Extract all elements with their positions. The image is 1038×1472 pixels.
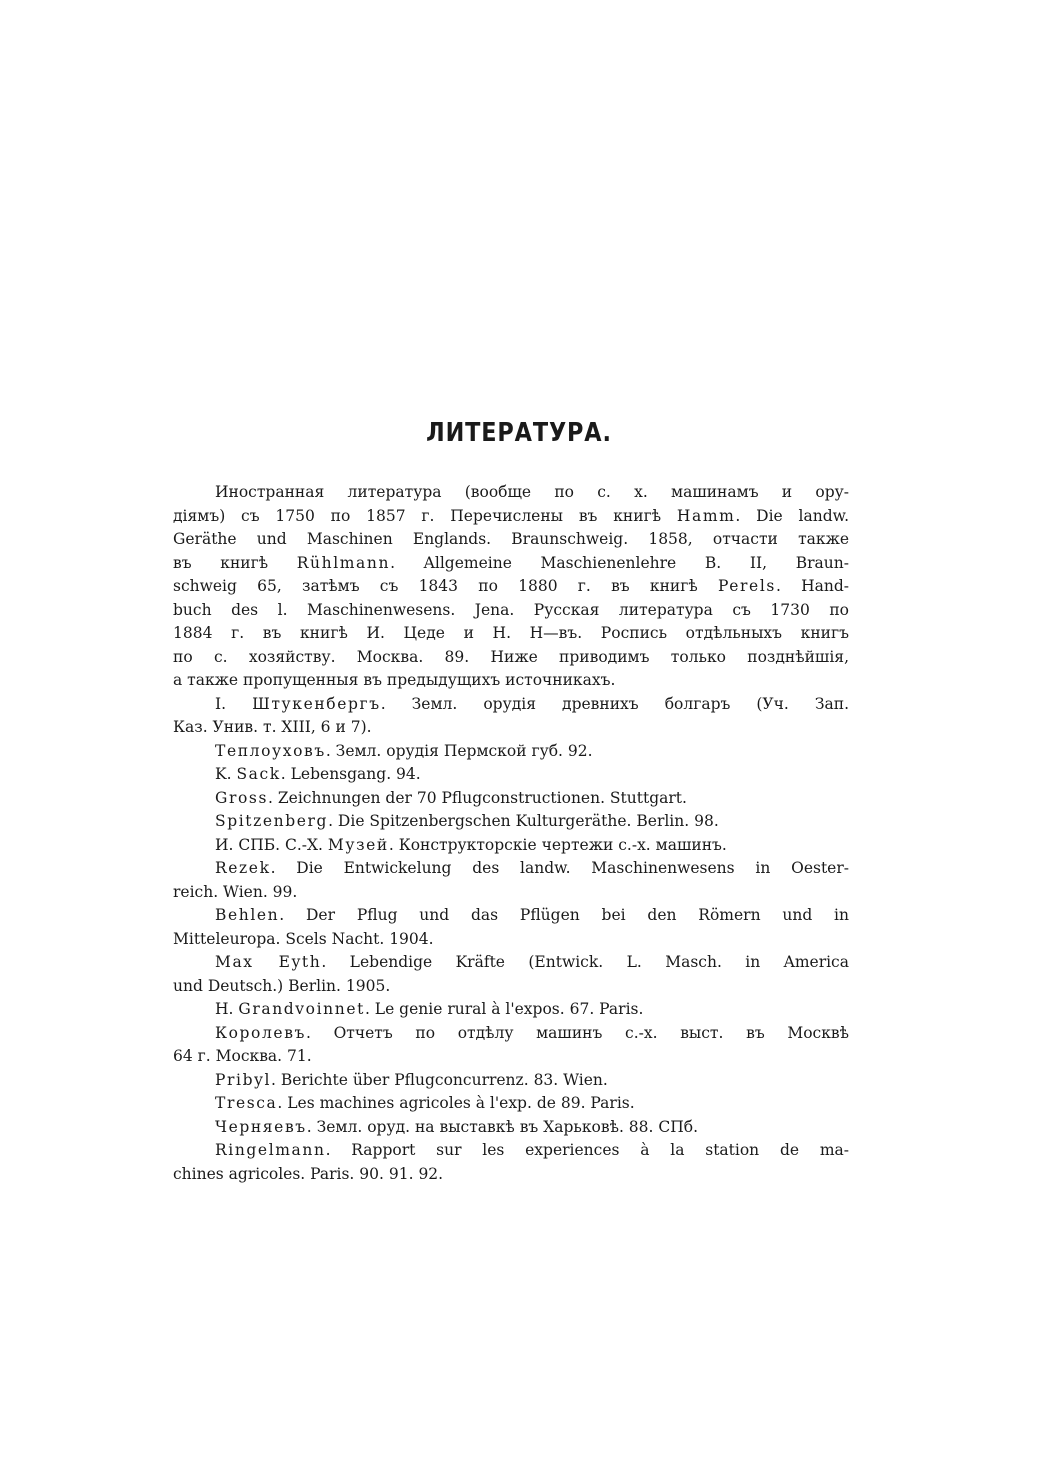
text-line [173, 1116, 849, 1140]
text-line [173, 646, 849, 670]
text-fragment: . Les machines agricoles à l'exp. de 89. Paris. [277, 1094, 635, 1112]
text-fragment: buch des l. Maschinenwesens. Jena. Русская литература съ 1730 по [173, 600, 849, 619]
author-name: Sack [236, 765, 281, 783]
text-fragment: Geräthe und Maschinen Englands. Braunschweig. 1858, отчасти также [173, 530, 849, 548]
author-name: Behlen [215, 906, 280, 924]
author-name: Grandvoinnet [238, 1000, 365, 1018]
text-fragment: 64 г. Москва. 71. [173, 1047, 312, 1065]
author-name: Spitzenberg [215, 812, 329, 830]
author-name: Штукенбергъ [252, 694, 381, 713]
text-fragment: . Rapport sur les experiences à la station de ma- [325, 1141, 849, 1159]
text-fragment: . Земл. орудія древнихъ болгаръ (Уч. Зап. [380, 694, 849, 713]
text-line [173, 599, 849, 623]
text-fragment: . Конструкторскіе чертежи с.-х. машинъ. [388, 835, 727, 854]
author-name: Теплоуховъ [215, 741, 326, 760]
text-line [173, 763, 849, 787]
text-line [173, 552, 849, 576]
text-line [173, 857, 849, 881]
text-line [173, 1045, 849, 1069]
text-fragment: Иностранная литература (вообще по с. х. машинамъ и ору- [215, 483, 849, 501]
text-fragment: reich. Wien. 99. [173, 882, 298, 901]
author-name: Rezek [215, 859, 271, 877]
author-name: Tresca [215, 1094, 278, 1112]
text-fragment: . Zeichnungen der 70 Pflugconstructionen. Stuttgart. [268, 788, 687, 807]
text-line [173, 787, 849, 811]
text-line [173, 998, 849, 1022]
text-fragment: schweig 65, затѣмъ съ 1843 по 1880 г. въ книгѣ [173, 577, 718, 595]
text-fragment: . Lebendige Kräfte (Entwick. L. Masch. in America [321, 953, 849, 971]
text-fragment: I. [215, 694, 253, 713]
text-fragment: . Hand- [775, 577, 849, 595]
text-line [173, 505, 849, 529]
author-name: Черняевъ [215, 1117, 307, 1136]
text-fragment: Каз. Унив. т. XIII, 6 и 7). [173, 718, 372, 736]
author-name: Max Eyth [215, 953, 322, 971]
text-line [173, 669, 849, 693]
text-line [173, 834, 849, 858]
text-line [173, 622, 849, 646]
text-line [173, 716, 849, 740]
text-line [173, 575, 849, 599]
text-fragment: . Der Pflug und das Pflügen bei den Römern und in [279, 906, 849, 924]
author-name: Музей [327, 835, 389, 854]
text-line [173, 1092, 849, 1116]
author-name: Hamm [676, 506, 736, 525]
text-line [173, 951, 849, 975]
page-title: ЛИТЕРАТУРА. [426, 418, 612, 448]
text-line [173, 1163, 849, 1187]
text-fragment: H. [215, 1000, 239, 1018]
text-fragment: . Земл. оруд. на выставкѣ въ Харьковѣ. 88. СПб. [306, 1117, 699, 1136]
text-fragment: . Die Entwickelung des landw. Maschinenwesens in Oester- [270, 859, 849, 877]
text-fragment: а также пропущенныя въ предыдущихъ источникахъ. [173, 671, 616, 689]
text-line [173, 975, 849, 999]
text-fragment: . Die Spitzenbergschen Kulturgeräthe. Berlin. 98. [328, 812, 719, 830]
bibliography-text [173, 481, 849, 1186]
author-name: Ringelmann [215, 1141, 326, 1159]
author-name: Gross [215, 788, 269, 807]
text-line [173, 928, 849, 952]
text-fragment: діямъ) съ 1750 по 1857 г. Перечислены въ книгѣ [173, 506, 677, 525]
text-fragment: . Lebensgang. 94. [280, 765, 421, 783]
text-fragment: . Земл. орудія Пермской губ. 92. [325, 741, 593, 760]
text-line [173, 810, 849, 834]
text-line [173, 904, 849, 928]
text-fragment: . Allgemeine Maschienenlehre B. II, Braun- [390, 553, 849, 572]
text-fragment: И. СПБ. С.-Х. [215, 835, 328, 854]
text-fragment: . Die landw. [735, 506, 849, 525]
text-line [173, 693, 849, 717]
text-fragment: . Le genie rural à l'expos. 67. Paris. [364, 1000, 644, 1018]
text-line [173, 1069, 849, 1093]
author-name: Pribyl [215, 1070, 272, 1089]
text-line [173, 528, 849, 552]
text-fragment: въ книгѣ [173, 553, 297, 572]
text-line [173, 1139, 849, 1163]
text-fragment: K. [215, 765, 237, 783]
author-name: Королевъ [215, 1023, 306, 1042]
text-line [173, 740, 849, 764]
text-fragment: по с. хозяйству. Москва. 89. Ниже приводимъ только позднѣйшія, [173, 647, 849, 666]
text-line [173, 881, 849, 905]
text-line [173, 481, 849, 505]
text-fragment: . Berichte über Pflugconcurrenz. 83. Wien. [271, 1070, 608, 1089]
author-name: Perels [717, 577, 776, 595]
text-fragment: und Deutsch.) Berlin. 1905. [173, 976, 391, 995]
text-fragment: 1884 г. въ книгѣ И. Цеде и Н. Н—въ. Роспись отдѣльныхъ книгъ [173, 624, 849, 642]
text-fragment: Mitteleuropa. Scels Nacht. 1904. [173, 929, 434, 948]
text-line [173, 1022, 849, 1046]
text-fragment: . Отчетъ по отдѣлу машинъ с.-х. выст. въ Москвѣ [306, 1023, 849, 1042]
author-name: Rühlmann [296, 553, 391, 572]
text-fragment: chines agricoles. Paris. 90. 91. 92. [173, 1164, 444, 1183]
